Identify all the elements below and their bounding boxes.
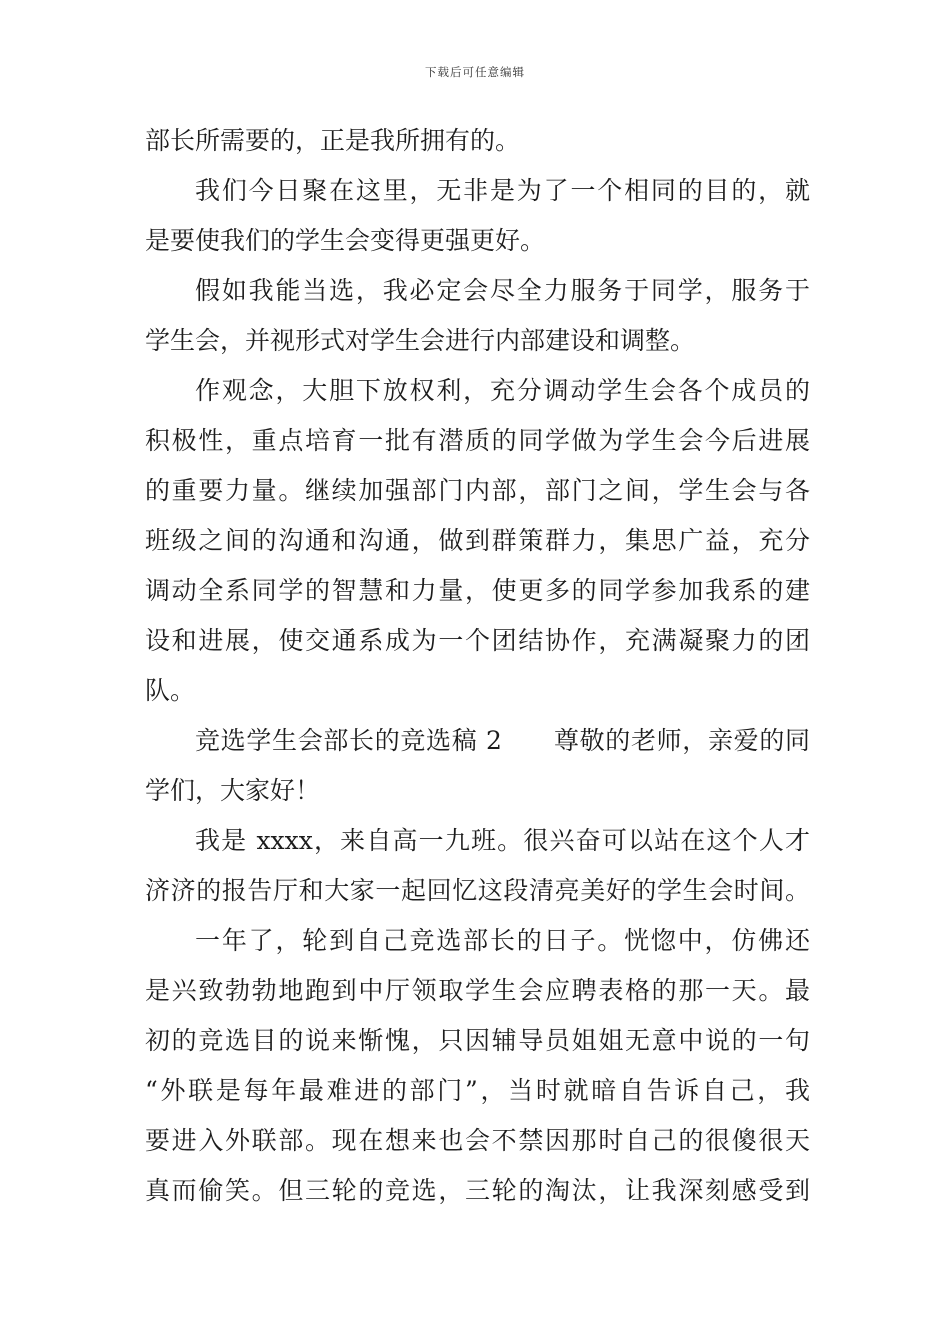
document-body <box>145 116 810 1216</box>
text-line: 竞选学生会部长的竞选稿 2 尊敬的老师，亲爱的同 <box>195 726 810 755</box>
text-line: 学们，大家好！ <box>145 776 321 805</box>
text-line: 要进入外联部。现在想来也会不禁因那时自己的很傻很天 <box>145 1126 810 1155</box>
text-line: 作观念，大胆下放权利，充分调动学生会各个成员的 <box>195 376 810 405</box>
text-line: 班级之间的沟通和沟通，做到群策群力，集思广益，充分 <box>145 526 810 555</box>
text-line: 假如我能当选，我必定会尽全力服务于同学，服务于 <box>195 276 810 305</box>
text-line: 我们今日聚在这里，无非是为了一个相同的目的，就 <box>195 176 810 205</box>
text-line: 我是 xxxx，来自高一九班。很兴奋可以站在这个人才 <box>195 826 810 855</box>
text-line: 济济的报告厅和大家一起回忆这段清亮美好的学生会时间。 <box>145 876 810 905</box>
text-line: “外联是每年最难进的部门”，当时就暗自告诉自己，我 <box>145 1076 810 1105</box>
text-line: 学生会，并视形式对学生会进行内部建设和调整。 <box>145 326 696 355</box>
text-line: 积极性，重点培育一批有潜质的同学做为学生会今后进展 <box>145 426 810 455</box>
text-line: 调动全系同学的智慧和力量，使更多的同学参加我系的建 <box>145 576 810 605</box>
text-line: 队。 <box>145 676 196 705</box>
text-line: 部长所需要的，正是我所拥有的。 <box>145 126 521 155</box>
header-note: 下载后可任意编辑 <box>425 65 525 79</box>
text-line: 的重要力量。继续加强部门内部，部门之间，学生会与各 <box>145 476 810 505</box>
text-line: 一年了，轮到自己竞选部长的日子。恍惚中，仿佛还 <box>195 926 810 955</box>
text-line: 设和进展，使交通系成为一个团结协作，充满凝聚力的团 <box>145 626 810 655</box>
text-line: 是要使我们的学生会变得更强更好。 <box>145 226 546 255</box>
text-line: 是兴致勃勃地跑到中厅领取学生会应聘表格的那一天。最 <box>145 976 810 1005</box>
text-line: 真而偷笑。但三轮的竞选，三轮的淘汰，让我深刻感受到 <box>145 1176 810 1205</box>
text-line: 初的竞选目的说来惭愧，只因辅导员姐姐无意中说的一句 <box>145 1026 810 1055</box>
